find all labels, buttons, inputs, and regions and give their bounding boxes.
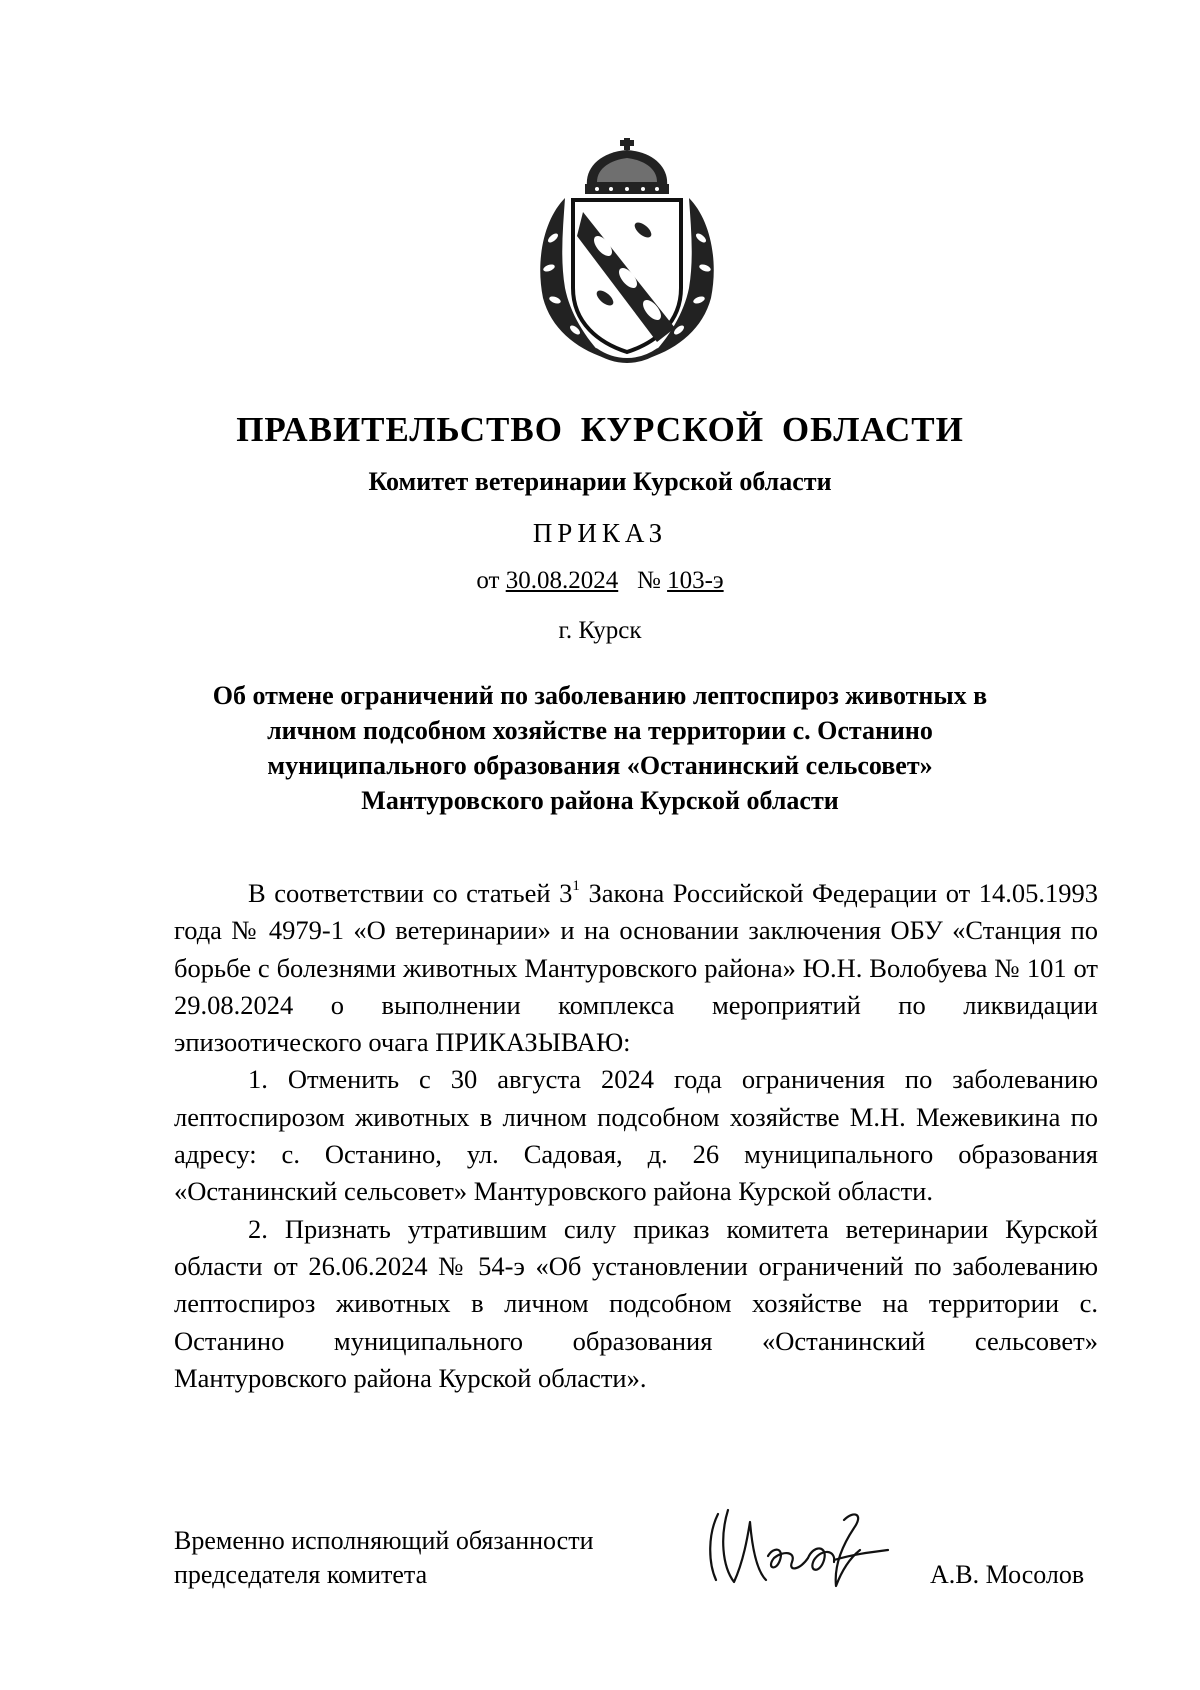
signer-name: А.В. Мосолов	[930, 1560, 1085, 1589]
signer-position-line: председателя комитета	[174, 1560, 428, 1589]
title-line: Об отмене ограничений по заболеванию лептоспироз животных в	[212, 681, 988, 710]
government-name: ПРАВИТЕЛЬСТВО КУРСКОЙ ОБЛАСТИ	[236, 410, 964, 449]
number-prefix: №	[636, 567, 661, 594]
document-date: 30.08.2024	[505, 567, 619, 594]
document-number: 103-э	[667, 567, 724, 594]
title-line: Мантуровского района Курской области	[361, 786, 839, 815]
order-item-2: 2. Признать утратившим силу приказ комитета ветеринарии Курской области от 26.06.2024 № 54-э «Об установлении ограничений по заболеванию лептоспироз животных в личном подсобном хозяйстве на территории с. Останино муниципального образования «Останинский сельсовет» Мантуровского района Курской области».	[174, 1213, 1098, 1393]
order-item-1: 1. Отменить с 30 августа 2024 года ограничения по заболеванию лептоспирозом животных в личном подсобном хозяйстве М.Н. Межевикина по адресу: с. Останино, ул. Садовая, д. 26 муниципального образования «Останинский сельсовет» Мантуровского района Курской области.	[174, 1064, 1098, 1207]
date-prefix: от	[476, 567, 500, 594]
intro-text-rest: Закона Российской Федерации от 14.05.1993 года № 4979-1 «О ветеринарии» и на основании заключения ОБУ «Станция по борьбе с болезнями животных Мантуровского района» Ю.Н. Волобуева № 101 от 29.08.2024 о выполнении комплекса мероприятий по ликвидации эпизоотического очага ПРИКАЗЫВАЮ:	[174, 878, 1098, 1058]
city: г. Курск	[558, 617, 642, 644]
title-line: муниципального образования «Останинский сельсовет»	[267, 751, 933, 780]
date-number-line	[0, 567, 1200, 595]
signer-position	[174, 1524, 594, 1592]
intro-paragraph	[174, 875, 1098, 1061]
coat-of-arms-emblem	[525, 138, 729, 368]
document-type: ПРИКАЗ	[532, 518, 668, 548]
document-title	[0, 678, 1200, 818]
document-body	[174, 875, 1098, 1397]
signer-position-line: Временно исполняющий обязанности	[174, 1526, 594, 1555]
article-superscript: 1	[572, 878, 580, 894]
handwritten-signature	[704, 1500, 894, 1595]
title-line: личном подсобном хозяйстве на территории с. Останино	[267, 716, 933, 745]
intro-text-start: В соответствии со статьей 3	[248, 878, 573, 908]
committee-name: Комитет ветеринарии Курской области	[368, 467, 832, 496]
